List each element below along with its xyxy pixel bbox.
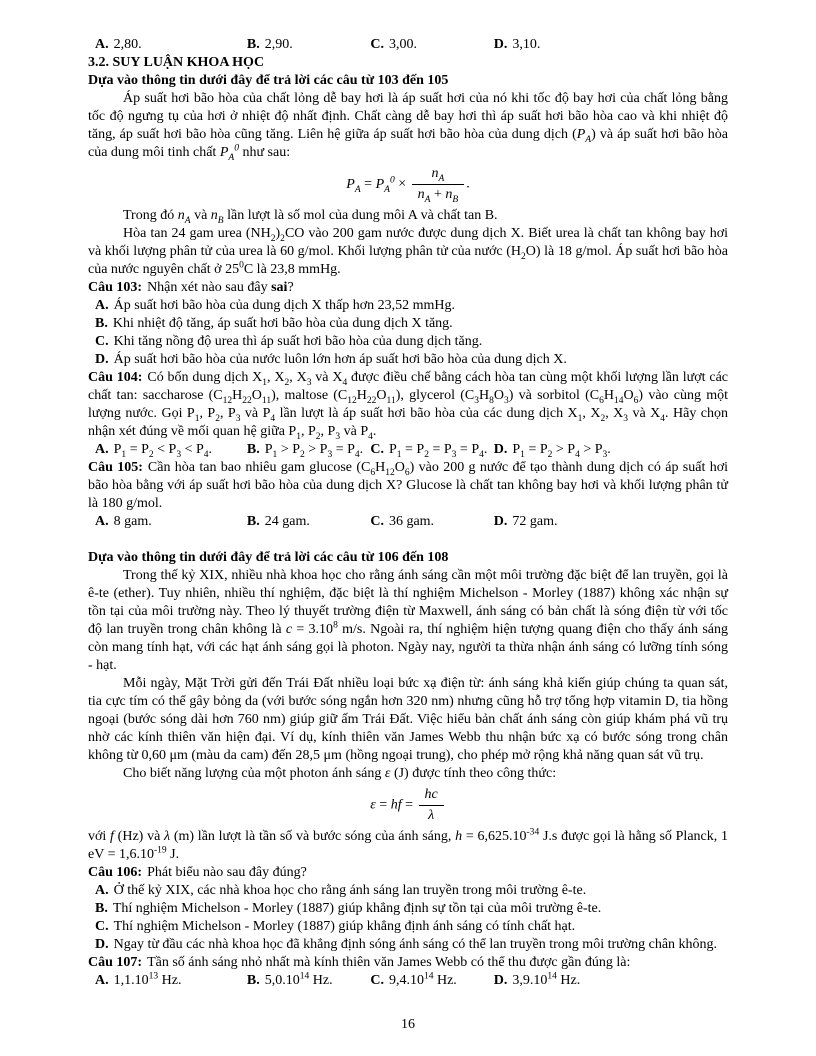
passage1-paragraph2: Trong đó $n_A$ và $n_B$ lần lượt là số mol của dung môi A và chất tan B. — [123, 208, 498, 226]
question-103 — [88, 279, 728, 297]
formula-coefficient: $P_A^0$ — [375, 175, 395, 195]
option-label: C. — [370, 514, 384, 529]
equals-sign: = — [405, 797, 413, 813]
passage2-paragraph4: với f (Hz) và λ (m) lần lượt là tần số và bước sóng của ánh sáng, $h = 6,625.10^{-34}$ J.s được gọi là hằng số Planck, 1 eV = $1,6.10^{-19}$ J. — [88, 827, 728, 862]
option-text: Khi nhiệt độ tăng, áp suất hơi bão hòa của dung dịch X tăng. — [112, 316, 453, 331]
question-104 — [88, 369, 728, 441]
option-label: D. — [95, 937, 109, 952]
option-text: Ngay từ đầu các nhà khoa học đã khẳng định sóng ánh sáng có thể lan truyền trong môi trường chân không. — [113, 937, 718, 952]
option-label: B. — [246, 514, 260, 529]
answer-option — [370, 972, 493, 990]
option-text: Khi tăng nồng độ urea thì áp suất hơi bão hòa của dung dịch tăng. — [113, 334, 483, 349]
option-label: A. — [95, 883, 109, 898]
answer-option — [88, 333, 728, 351]
option-label: D. — [493, 442, 508, 457]
option-label: C. — [95, 919, 109, 934]
question-105-options-row — [88, 513, 728, 531]
option-label: B. — [246, 442, 260, 457]
option-text: Áp suất hơi bão hòa của dung dịch X thấp hơn 23,52 mmHg. — [113, 298, 456, 313]
option-label: A. — [95, 298, 109, 313]
option-label: D. — [95, 352, 109, 367]
answer-option — [88, 882, 728, 900]
question-104-options-row — [88, 441, 728, 459]
option-text: 9,4.10$^{14}$ Hz. — [388, 971, 457, 988]
multiply-sign: × — [398, 176, 407, 192]
answer-option — [494, 972, 728, 990]
answer-option — [88, 351, 728, 369]
answer-option — [370, 513, 493, 531]
question-number: Câu 103: — [88, 280, 143, 295]
raoult-law-formula — [88, 165, 728, 204]
question-text: Nhận xét nào sau đây sai? — [147, 280, 294, 295]
option-text: 36 gam. — [388, 514, 435, 529]
formula-lhs: ε — [370, 797, 376, 813]
question-text: Cần hòa tan bao nhiêu gam glucose $(C_6H_{12}O_6)$ vào 200 g nước để tạo thành dung dịch có áp suất hơi bão hòa bằng với áp suất hơi bão hòa của dung dịch X? Glucose là chất tan không bay hơi và khối lượng phân tử là 180 g/mol. — [88, 460, 728, 511]
question-number: Câu 107: — [88, 955, 143, 970]
option-text: 8 gam. — [113, 514, 152, 529]
answer-option — [247, 513, 370, 531]
option-text: 72 gam. — [512, 514, 558, 529]
answer-option — [95, 972, 247, 990]
section-title: 3.2. SUY LUẬN KHOA HỌC — [88, 55, 265, 70]
answer-option — [494, 36, 728, 54]
option-text: $P_1 > P_2 > P_3 = P_4$. — [264, 442, 364, 460]
photon-energy-formula — [88, 786, 728, 825]
fraction-numerator: hc — [424, 787, 438, 802]
answer-option — [247, 441, 370, 459]
passage2-paragraph1: Trong thế kỷ XIX, nhiều nhà khoa học cho rằng ánh sáng cần một môi trường đặc biệt để lan truyền, gọi là ê-te (ether). Tuy nhiên, nhiều thí nghiệm, đặc biệt là thí nghiệm Michelson - Morley (1887) không xác nhận sự tồn tại của môi trường này. Theo lý thuyết trường điện từ Maxwell, ánh sáng có bản chất là sóng điện từ với tốc độ lan truyền trong chân không là $c = 3.10^8$ m/s. Ngoài ra, thí nghiệm hiện tượng quang điện cho thấy ánh sáng còn mang tính hạt, với các hạt ánh sáng gọi là photon. Ngày nay, người ta thừa nhận ánh sáng có lưỡng tính sóng - hạt. — [88, 568, 728, 673]
option-text: 1,1.10$^{13}$ Hz. — [113, 971, 182, 988]
answer-option — [88, 918, 728, 936]
option-label: B. — [246, 973, 260, 988]
option-text: 5,0.10$^{14}$ Hz. — [264, 971, 333, 988]
option-label: D. — [493, 514, 508, 529]
equals-sign: = — [379, 797, 388, 813]
question-number: Câu 106: — [88, 865, 143, 880]
question-text: Tần số ánh sáng nhỏ nhất mà kính thiên văn James Webb có thể thu được gần đúng là: — [147, 955, 631, 970]
option-label: B. — [246, 37, 260, 52]
option-label: B. — [95, 316, 108, 331]
answer-option — [370, 441, 493, 459]
option-text: $P_1 = P_2 = P_3 = P_4$. — [388, 442, 488, 460]
answer-option — [88, 900, 728, 918]
fraction-denominator: λ — [419, 805, 444, 825]
formula-period: . — [466, 176, 470, 192]
option-text: 2,80. — [113, 37, 142, 52]
question-number: Câu 104: — [88, 370, 143, 385]
answer-option — [494, 513, 728, 531]
spacer — [88, 531, 728, 549]
question-106 — [88, 864, 728, 882]
answer-option — [95, 441, 247, 459]
option-text: 3,9.10$^{14}$ Hz. — [512, 971, 581, 988]
formula-lhs: $P_A$ — [346, 176, 361, 195]
option-text: $P_1 = P_2 < P_3 < P_4$. — [113, 442, 213, 460]
option-text: Áp suất hơi bão hòa của nước luôn lớn hơn áp suất hơi bão hòa của dung dịch X. — [113, 352, 567, 367]
passage1-paragraph1: Áp suất hơi bão hòa của chất lỏng dễ bay hơi là áp suất hơi của nó khi tốc độ bay hơi của chất lỏng bằng tốc độ ngưng tụ của hơi ở nhiệt độ nhất định. Chất càng dễ bay hơi thì áp suất hơi bão hòa cao và khi nhiệt độ tăng, áp suất hơi bão hòa cũng tăng. Liên hệ giữa áp suất hơi bão hòa của dung dịch $(P_A)$ và áp suất hơi bão hòa của dung môi tinh chất $P_A^0$ như sau: — [88, 91, 728, 163]
option-text: 3,00. — [388, 37, 417, 52]
answer-option — [95, 513, 247, 531]
fraction — [419, 786, 444, 825]
passage1-paragraph3: Hòa tan 24 gam urea $(NH_2)_2CO$ vào 200 gam nước được dung dịch X. Biết urea là chất tan không bay hơi và khối lượng phân tử của urea là 60 g/mol. Khối lượng phân tử của nước $(H_2O)$ là 18 g/mol. Áp suất hơi bão hòa của nước nguyên chất ở $25^0C$ là 23,8 mmHg. — [88, 226, 728, 277]
answer-option — [247, 36, 370, 54]
equals-sign: = — [364, 176, 373, 192]
page-number: 16 — [401, 1017, 415, 1032]
fraction — [412, 165, 465, 204]
answer-option — [88, 936, 728, 954]
passage2-instruction: Dựa vào thông tin dưới đây để trả lời các câu từ 106 đến 108 — [88, 550, 449, 565]
option-label: A. — [95, 973, 109, 988]
option-label: C. — [370, 442, 384, 457]
option-text: Ở thế kỷ XIX, các nhà khoa học cho rằng ánh sáng lan truyền trong môi trường ê-te. — [113, 883, 587, 898]
option-label: C. — [370, 37, 384, 52]
answer-option — [88, 315, 728, 333]
option-label: C. — [95, 334, 109, 349]
option-label: C. — [370, 973, 384, 988]
option-text: $P_1 = P_2 > P_4 > P_3$. — [512, 442, 611, 460]
answer-option — [88, 297, 728, 315]
question-105 — [88, 459, 728, 513]
option-label: A. — [95, 442, 109, 457]
answer-option — [95, 36, 247, 54]
question-107 — [88, 954, 728, 972]
answer-option — [370, 36, 493, 54]
fraction-numerator: $n_A$ — [431, 166, 445, 184]
passage1-instruction: Dựa vào thông tin dưới đây để trả lời các câu từ 103 đến 105 — [88, 73, 449, 88]
question-107-options-row — [88, 972, 728, 990]
option-text: Thí nghiệm Michelson - Morley (1887) giúp khẳng định ánh sáng có tính chất hạt. — [113, 919, 576, 934]
option-label: B. — [95, 901, 108, 916]
option-label: D. — [493, 973, 508, 988]
option-text: 24 gam. — [264, 514, 310, 529]
option-text: 3,10. — [512, 37, 541, 52]
top-answer-options-row — [88, 36, 728, 54]
option-label: A. — [95, 514, 109, 529]
option-label: A. — [95, 37, 109, 52]
fraction-denominator: $n_A + n_B$ — [412, 184, 465, 204]
passage2-paragraph3: Cho biết năng lượng của một photon ánh sáng ε (J) được tính theo công thức: — [123, 766, 557, 781]
question-text: Có bốn dung dịch $X_1$, $X_2$, $X_3$ và $X_4$ được điều chế bằng cách hòa tan cùng một khối lượng lần lượt các chất tan: saccharose $(C_{12}H_{22}O_{11})$, maltose $(C_{12}H_{22}O_{11})$, glycerol $(C_3H_8O_3)$ và sorbitol $(C_6H_{14}O_6)$ vào cùng một lượng nước. Gọi $P_1$, $P_2$, $P_3$ và $P_4$ lần lượt là áp suất hơi bão hòa của các dung dịch $X_1$, $X_2$, $X_3$ và $X_4$. Hãy chọn nhận xét đúng về mối quan hệ giữa $P_1$, $P_2$, $P_3$ và $P_4$. — [88, 370, 728, 442]
question-number: Câu 105: — [88, 460, 143, 475]
formula-mid: hf — [390, 797, 402, 813]
answer-option — [247, 972, 370, 990]
option-text: 2,90. — [264, 37, 293, 52]
answer-option — [494, 441, 728, 459]
option-text: Thí nghiệm Michelson - Morley (1887) giúp khẳng định sự tồn tại của môi trường ê-te. — [112, 901, 602, 916]
question-text: Phát biểu nào sau đây đúng? — [147, 865, 307, 880]
option-label: D. — [493, 37, 508, 52]
passage2-paragraph2: Mỗi ngày, Mặt Trời gửi đến Trái Đất nhiều loại bức xạ điện từ: ánh sáng khả kiến giúp chúng ta quan sát, tia cực tím có thể gây bỏng da (với bước sóng ngắn hơn 320 nm) nhưng cũng hỗ trợ tổng hợp vitamin D, tia hồng ngoại (bước sóng dài hơn 760 nm) giúp giữ ấm Trái Đất. Việc hiểu bản chất ánh sáng còn giúp khám phá vũ trụ nhờ các kính thiên văn hiện đại. Ví dụ, kính thiên văn James Webb thu nhận bức xạ có bước sóng trong chân không từ 0,60 μm (màu da cam) đến 28,5 μm (hồng ngoại trung), cho phép mở rộng khả năng quan sát vũ trụ. — [88, 676, 728, 763]
